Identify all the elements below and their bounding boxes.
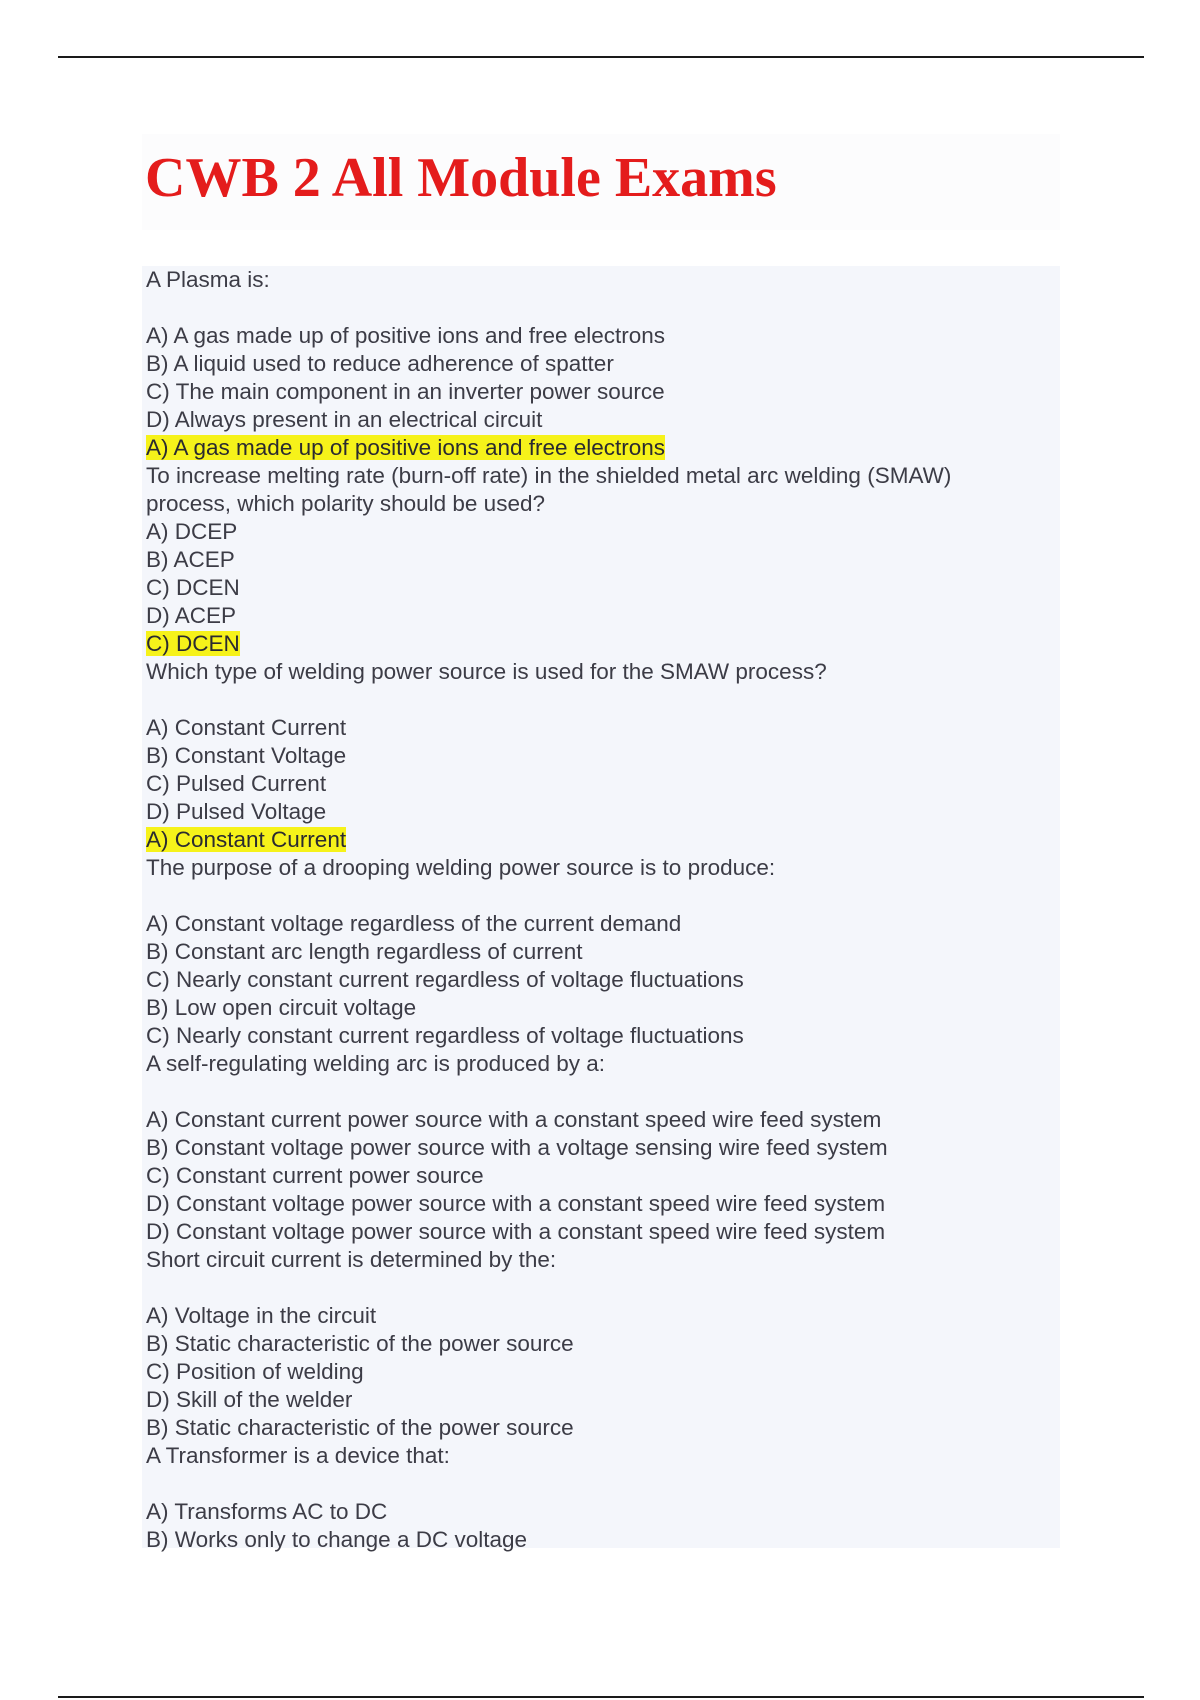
correct-answer: B) Static characteristic of the power source — [146, 1415, 574, 1440]
answer-option: C) Position of welding — [146, 1359, 364, 1384]
exam-content — [142, 266, 1060, 1552]
answer-option: B) ACEP — [146, 547, 235, 572]
question-prompt: A Plasma is: — [146, 267, 270, 292]
answer-option: B) A liquid used to reduce adherence of spatter — [146, 351, 614, 376]
document-title: CWB 2 All Module Exams — [145, 147, 777, 209]
answer-option: C) Constant current power source — [146, 1163, 484, 1188]
answer-option: C) Nearly constant current regardless of voltage fluctuations — [146, 967, 744, 992]
answer-option: A) Transforms AC to DC — [146, 1499, 388, 1524]
answer-option: A) Constant current power source with a constant speed wire feed system — [146, 1107, 882, 1132]
answer-option: C) Pulsed Current — [146, 771, 327, 796]
correct-answer-line — [146, 434, 1056, 462]
answer-option: D) Pulsed Voltage — [146, 799, 327, 824]
correct-answer: D) Constant voltage power source with a constant speed wire feed system — [146, 1219, 886, 1244]
bottom-rule — [58, 1696, 1144, 1698]
correct-answer-line — [146, 826, 1056, 854]
answer-option: D) Skill of the welder — [146, 1387, 353, 1412]
answer-option: A) Voltage in the circuit — [146, 1303, 377, 1328]
answer-option: D) Always present in an electrical circuit — [146, 407, 543, 432]
answer-option: D) ACEP — [146, 603, 237, 628]
correct-answer: C) Nearly constant current regardless of voltage fluctuations — [146, 1023, 744, 1048]
question-prompt: Which type of welding power source is used for the SMAW process? — [146, 659, 827, 684]
question-prompt: A self-regulating welding arc is produced by a: — [146, 1051, 606, 1076]
question-prompt: process, which polarity should be used? — [146, 491, 545, 516]
answer-option: B) Static characteristic of the power source — [146, 1331, 574, 1356]
correct-answer-line — [146, 630, 1056, 658]
answer-option: A) DCEP — [146, 519, 238, 544]
correct-answer: C) DCEN — [146, 631, 240, 656]
answer-option: A) A gas made up of positive ions and free electrons — [146, 323, 666, 348]
blank-line — [146, 882, 1056, 910]
answer-option: B) Constant Voltage — [146, 743, 347, 768]
correct-answer: A) A gas made up of positive ions and free electrons — [146, 435, 666, 460]
answer-option: C) DCEN — [146, 575, 240, 600]
question-prompt: To increase melting rate (burn-off rate) in the shielded metal arc welding (SMAW) — [146, 463, 952, 488]
answer-option: B) Works only to change a DC voltage — [146, 1527, 528, 1552]
top-rule — [58, 56, 1144, 58]
question-prompt: Short circuit current is determined by the: — [146, 1247, 557, 1272]
answer-option: B) Constant arc length regardless of current — [146, 939, 583, 964]
blank-line — [146, 686, 1056, 714]
answer-option: C) The main component in an inverter power source — [146, 379, 665, 404]
answer-option: D) Constant voltage power source with a constant speed wire feed system — [146, 1191, 886, 1216]
blank-line — [146, 1078, 1056, 1106]
answer-option: A) Constant voltage regardless of the current demand — [146, 911, 682, 936]
blank-line — [146, 1470, 1056, 1498]
answer-option: A) Constant Current — [146, 715, 347, 740]
correct-answer: A) Constant Current — [146, 827, 347, 852]
answer-option: B) Constant voltage power source with a voltage sensing wire feed system — [146, 1135, 888, 1160]
question-prompt: The purpose of a drooping welding power source is to produce: — [146, 855, 776, 880]
answer-option: B) Low open circuit voltage — [146, 995, 417, 1020]
blank-line — [146, 294, 1056, 322]
blank-line — [146, 1274, 1056, 1302]
question-prompt: A Transformer is a device that: — [146, 1443, 450, 1468]
